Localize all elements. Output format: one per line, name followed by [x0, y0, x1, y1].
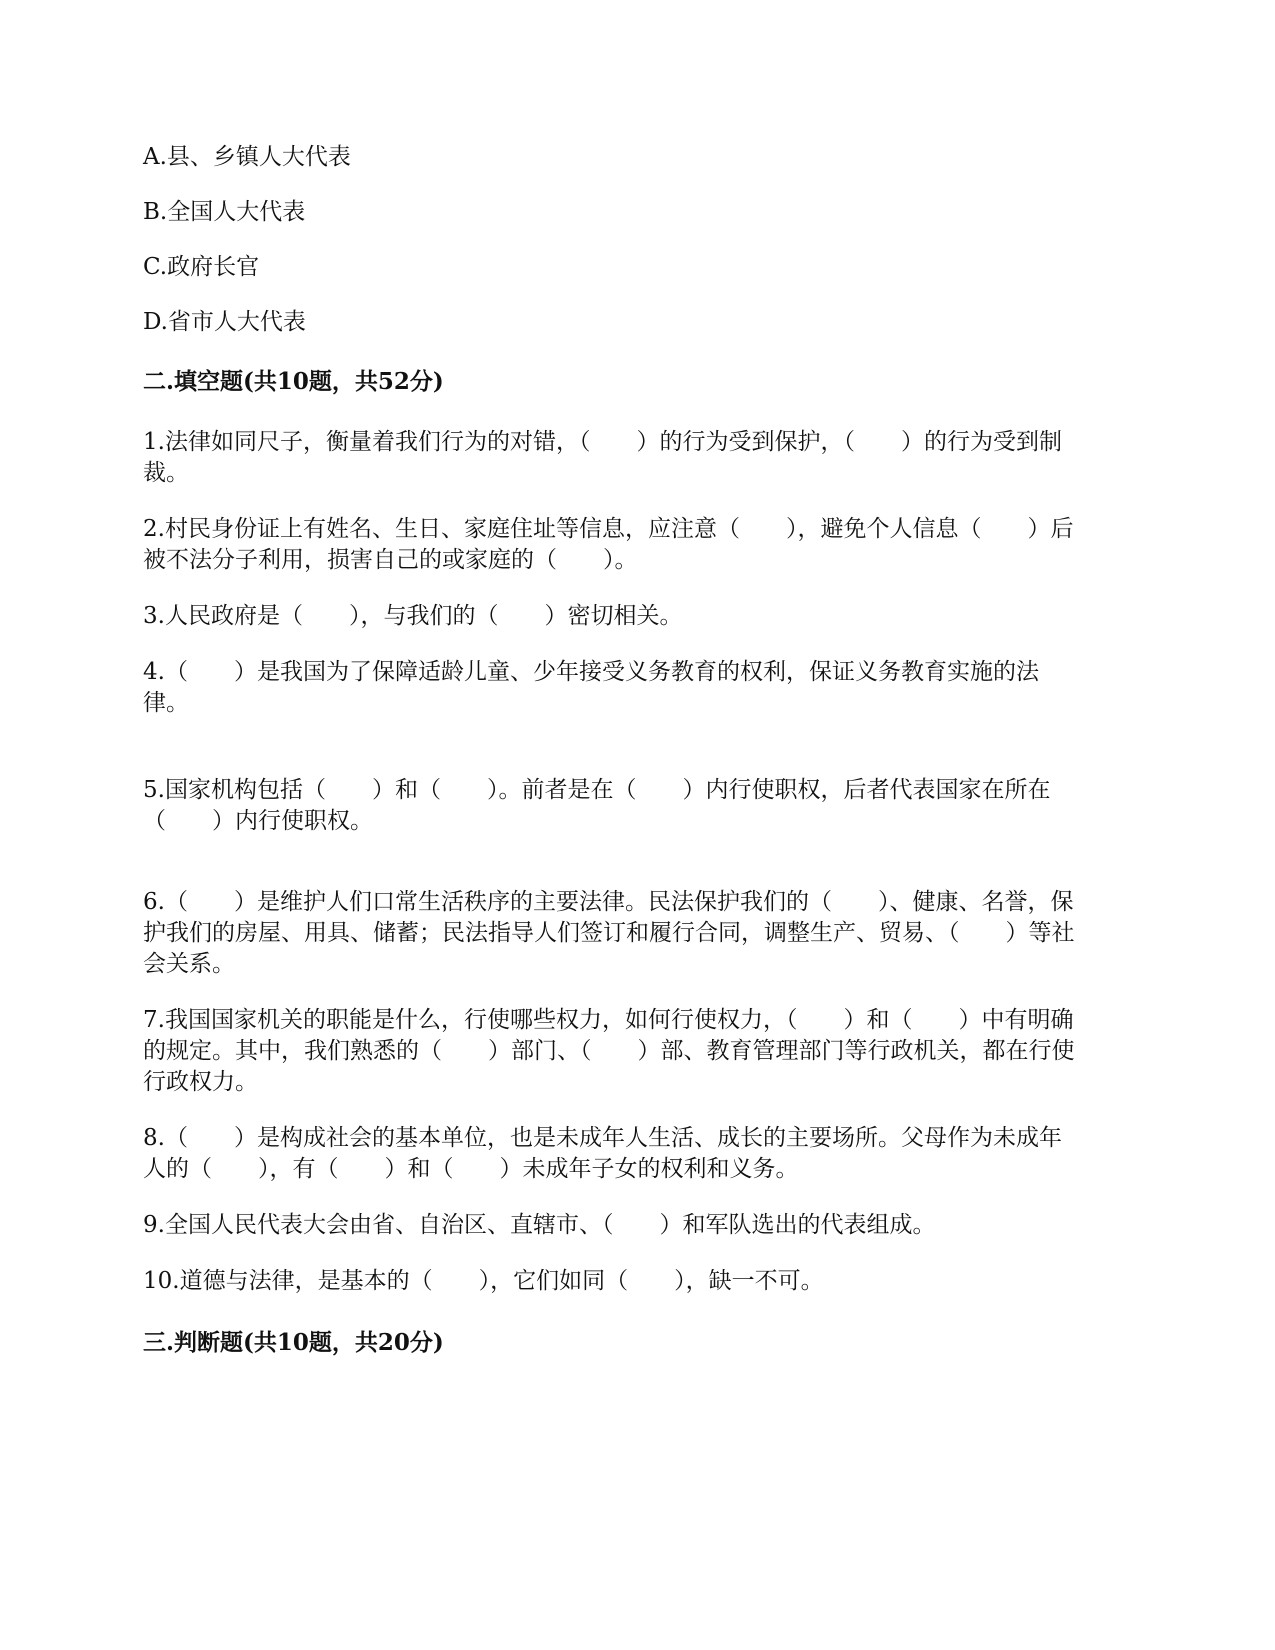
question-1: 1.法律如同尺子，衡量着我们行为的对错，（ ）的行为受到保护，（ ）的行为受到制裁。 [143, 429, 1062, 486]
question-4: 4.（ ）是我国为了保障适龄儿童、少年接受义务教育的权利，保证义务教育实施的法律。 [143, 659, 1039, 716]
option-d: D.省市人大代表 [143, 309, 306, 335]
question-9: 9.全国人民代表大会由省、自治区、直辖市、（ ）和军队选出的代表组成。 [143, 1212, 936, 1238]
option-b: B.全国人大代表 [143, 199, 306, 225]
section-heading-fill-in: 二.填空题(共10题，共52分) [143, 368, 444, 395]
option-a: A.县、乡镇人大代表 [143, 144, 351, 170]
question-8: 8.（ ）是构成社会的基本单位，也是未成年人生活、成长的主要场所。父母作为未成年人的（ ），有（ ）和（ ）未成年子女的权利和义务。 [143, 1125, 1062, 1182]
question-10: 10.道德与法律，是基本的（ ），它们如同（ ），缺一不可。 [143, 1268, 824, 1294]
section-heading-true-false: 三.判断题(共10题，共20分) [143, 1329, 444, 1356]
document-page [143, 142, 1083, 1388]
question-3: 3.人民政府是（ ），与我们的（ ）密切相关。 [143, 603, 683, 629]
question-7: 7.我国国家机关的职能是什么，行使哪些权力，如何行使权力，（ ）和（ ）中有明确的规定。其中，我们熟悉的（ ）部门、（ ）部、教育管理部门等行政机关，都在行使行政权力。 [143, 1007, 1075, 1095]
option-c: C.政府长官 [143, 254, 260, 280]
question-2: 2.村民身份证上有姓名、生日、家庭住址等信息，应注意（ ），避免个人信息（ ）后被不法分子利用，损害自己的或家庭的（ ）。 [143, 516, 1074, 573]
question-6: 6.（ ）是维护人们口常生活秩序的主要法律。民法保护我们的（ ）、健康、名誉，保护我们的房屋、用具、储蓄；民法指导人们签订和履行合同，调整生产、贸易、（ ）等社会关系。 [143, 889, 1075, 977]
question-5: 5.国家机构包括（ ）和（ ）。前者是在（ ）内行使职权，后者代表国家在所在（ ）内行使职权。 [143, 777, 1051, 834]
